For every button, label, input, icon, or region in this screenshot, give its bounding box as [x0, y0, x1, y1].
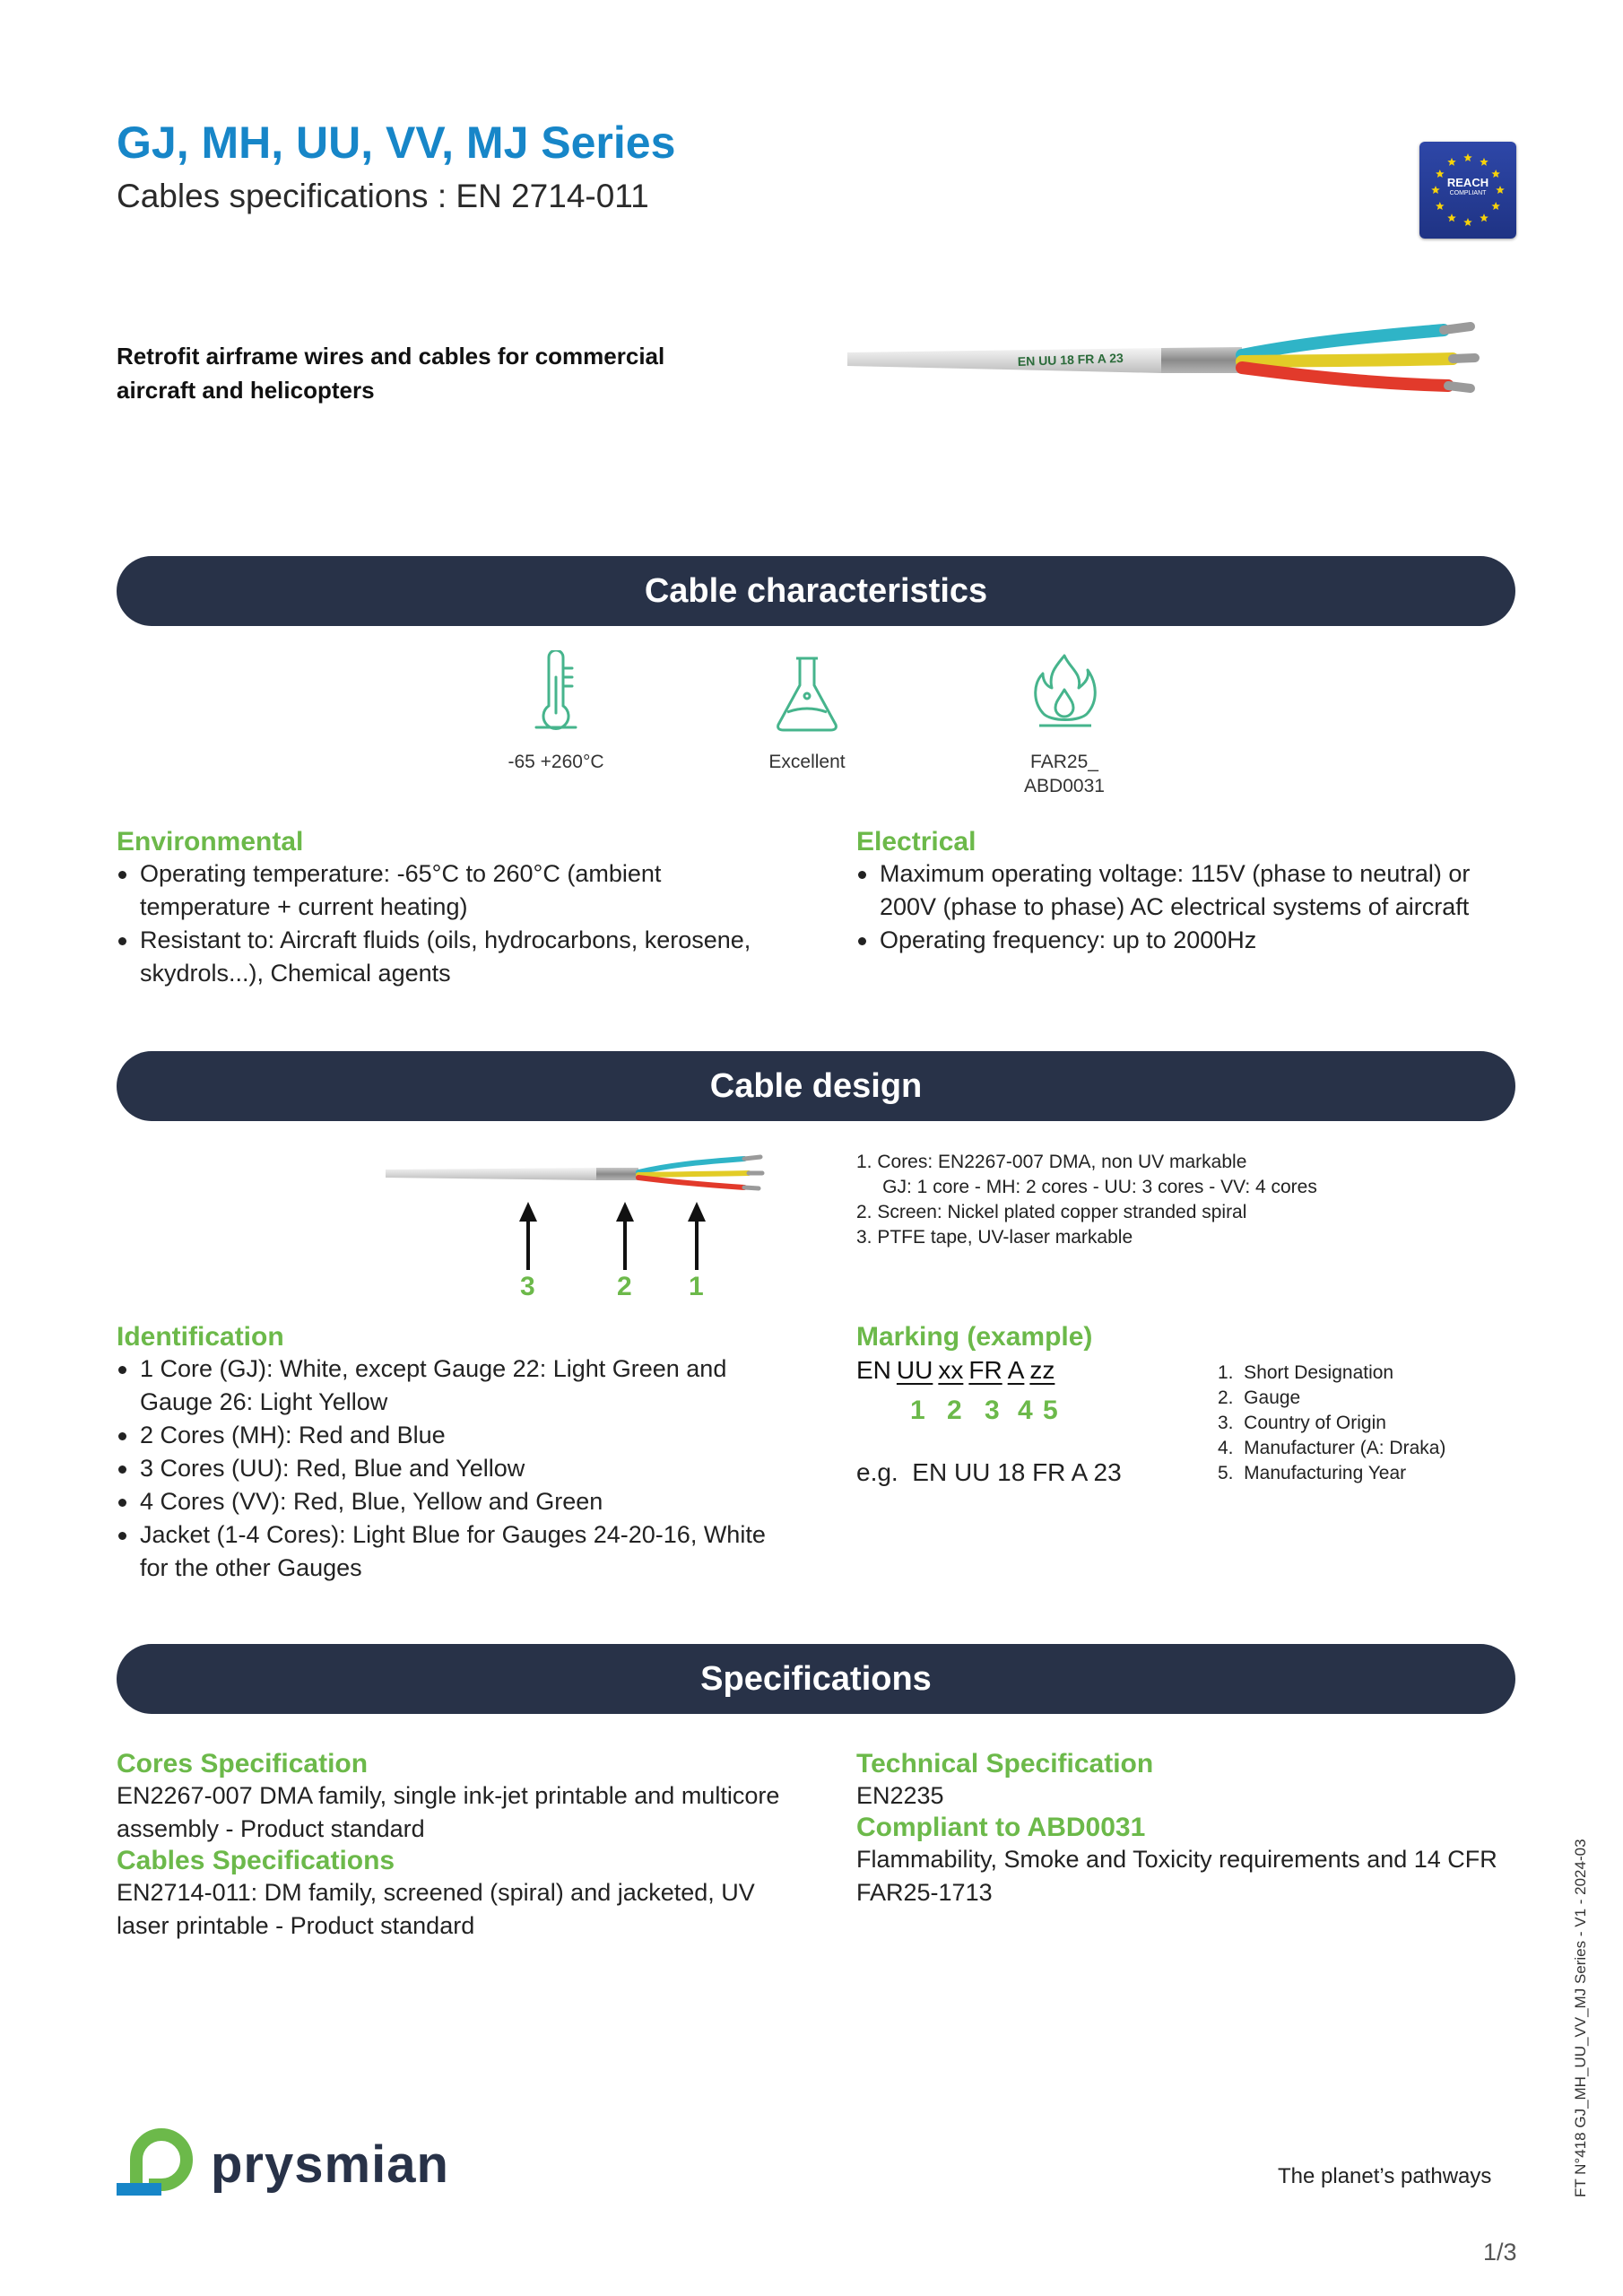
technical-spec-heading: Technical Specification: [856, 1749, 1154, 1779]
cores-spec-text: EN2267-007 DMA family, single ink-jet printable and multicore assembly - Product standard: [117, 1782, 780, 1842]
electrical-section: [856, 827, 1520, 957]
cores-spec-heading: Cores Specification: [117, 1749, 369, 1779]
cable-design-diagram: [386, 1148, 780, 1202]
compliant-heading: Compliant to ABD0031: [856, 1813, 1146, 1842]
banner-cable-design: Cable design: [117, 1051, 1515, 1121]
list-item: Operating frequency: up to 2000Hz: [856, 924, 1520, 957]
marking-number: 3: [985, 1396, 1000, 1425]
list-item: 5. Manufacturing Year: [1218, 1463, 1407, 1483]
arrow-number: 2: [617, 1272, 632, 1301]
compliant-text: Flammability, Smoke and Toxicity requirements and 14 CFR FAR25-1713: [856, 1846, 1497, 1906]
cable-design-list: [856, 1150, 1317, 1250]
arrow-number: 3: [520, 1272, 535, 1301]
list-item: Resistant to: Aircraft fluids (oils, hydrocarbons, kerosene, skydrols...), Chemical agents: [117, 924, 798, 990]
marking-number: 4: [1018, 1396, 1033, 1425]
cables-spec-text: EN2714-011: DM family, screened (spiral) and jacketed, UV laser printable - Product standard: [117, 1879, 755, 1939]
page-title: GJ, MH, UU, VV, MJ Series: [117, 117, 676, 168]
list-item: Jacket (1-4 Cores): Light Blue for Gauges 24-20-16, White for the other Gauges: [117, 1518, 798, 1585]
arrow-up-icon: [687, 1200, 707, 1272]
list-item: 3. PTFE tape, UV-laser markable: [856, 1227, 1133, 1248]
resistance-value: Excellent: [768, 752, 846, 772]
marking-example: e.g. EN UU 18 FR A 23: [856, 1458, 1122, 1486]
marking-number: 1: [910, 1396, 925, 1425]
temperature-value: -65 +260°C: [508, 752, 604, 772]
electrical-heading: Electrical: [856, 827, 976, 857]
banner-specifications: Specifications: [117, 1644, 1515, 1714]
marking-heading: Marking (example): [856, 1322, 1093, 1352]
list-item: 1. Short Designation: [1218, 1362, 1394, 1383]
list-item: 3. Country of Origin: [1218, 1413, 1386, 1433]
prysmian-logo-text: prysmian: [211, 2135, 449, 2194]
technical-spec-section: [856, 1749, 1520, 1909]
footer-tagline: The planet’s pathways: [1278, 2164, 1492, 2188]
list-item: 2. Gauge: [1218, 1387, 1301, 1408]
arrow-up-icon: [518, 1200, 538, 1272]
cores-cables-spec-section: [117, 1749, 798, 1943]
list-item: 3 Cores (UU): Red, Blue and Yellow: [117, 1452, 798, 1485]
list-item: 2 Cores (MH): Red and Blue: [117, 1419, 798, 1452]
page-number: 1/3: [1483, 2239, 1517, 2266]
identification-section: [117, 1322, 798, 1585]
svg-text:EN UU 18 FR A 23: EN UU 18 FR A 23: [1017, 350, 1124, 369]
flask-icon: [771, 653, 843, 735]
marking-code: EN UU xx FR A zz: [856, 1356, 1055, 1384]
banner-cable-characteristics: Cable characteristics: [117, 556, 1515, 626]
list-item: 1 Core (GJ): White, except Gauge 22: Light Green and Gauge 26: Light Yellow: [117, 1352, 798, 1419]
list-item: 4 Cores (VV): Red, Blue, Yellow and Green: [117, 1485, 798, 1518]
environmental-heading: Environmental: [117, 827, 304, 857]
flammability-value: FAR25_ ABD0031: [1024, 752, 1105, 796]
environmental-section: [117, 827, 798, 990]
marking-number: 2: [947, 1396, 962, 1425]
list-item: GJ: 1 core - MH: 2 cores - UU: 3 cores - VV: 4 cores: [856, 1177, 1317, 1197]
thermometer-icon: [529, 650, 583, 735]
arrow-up-icon: [615, 1200, 635, 1272]
product-tagline: Retrofit airframe wires and cables for commercial aircraft and helicopters: [117, 343, 665, 404]
identification-heading: Identification: [117, 1322, 284, 1352]
technical-spec-text: EN2235: [856, 1782, 944, 1809]
page-subtitle: Cables specifications : EN 2714-011: [117, 178, 649, 214]
cable-product-image: [847, 314, 1493, 413]
list-item: 2. Screen: Nickel plated copper stranded spiral: [856, 1202, 1247, 1222]
list-item: Maximum operating voltage: 115V (phase to neutral) or 200V (phase to phase) AC electrical systems of aircraft: [856, 857, 1520, 924]
document-reference: FT N°418 GJ_MH_UU_VV_MJ Series - V1 - 2024-03: [1572, 1839, 1589, 2197]
list-item: Operating temperature: -65°C to 260°C (ambient temperature + current heating): [117, 857, 798, 924]
list-item: 1. Cores: EN2267-007 DMA, non UV markable: [856, 1152, 1247, 1172]
list-item: 4. Manufacturer (A: Draka): [1218, 1438, 1446, 1458]
flame-icon: [1027, 650, 1103, 735]
marking-list: [1218, 1361, 1445, 1486]
prysmian-logo-icon: [117, 2124, 197, 2206]
marking-number: 5: [1043, 1396, 1058, 1425]
arrow-number: 1: [689, 1272, 704, 1301]
cables-spec-heading: Cables Specifications: [117, 1846, 395, 1875]
reach-compliant-badge: REACH COMPLIANT: [1419, 142, 1516, 239]
